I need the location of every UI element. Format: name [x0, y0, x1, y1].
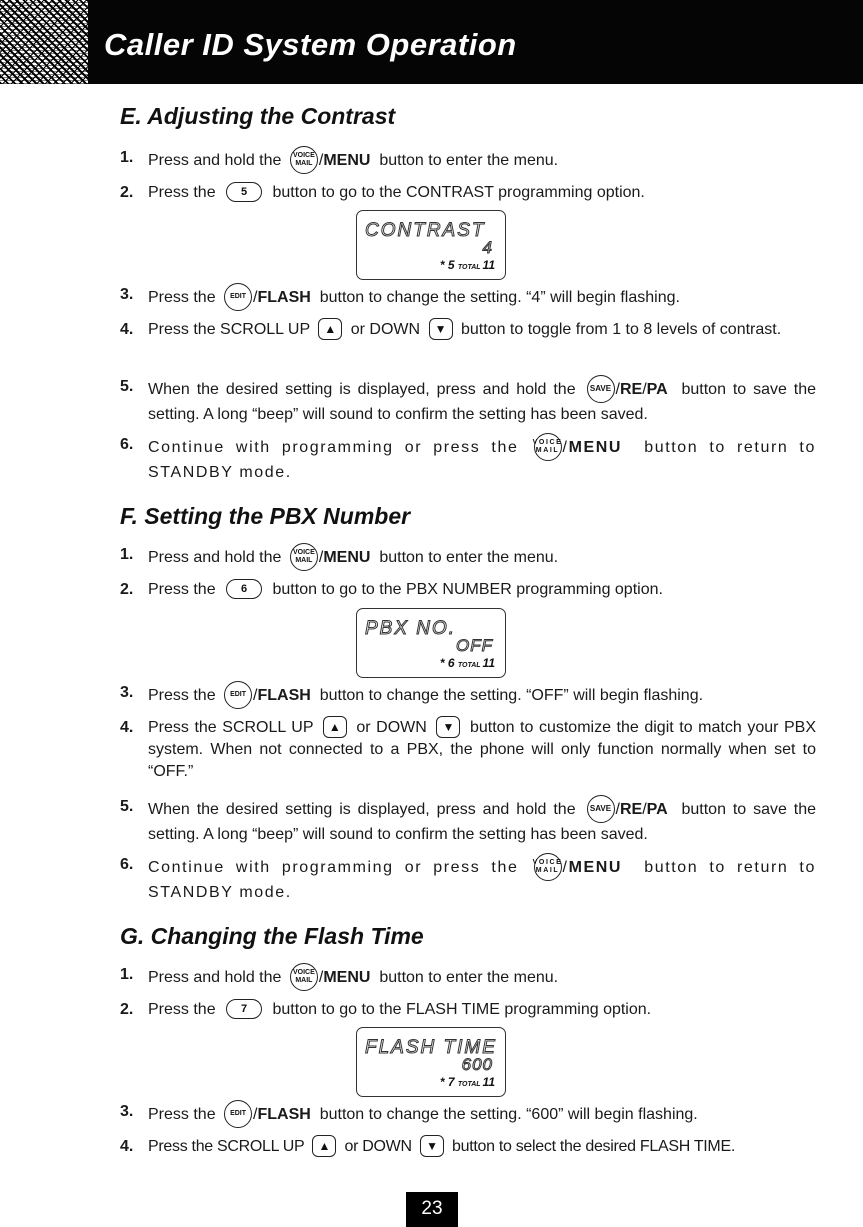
page-header	[0, 0, 863, 84]
step-g1: 1. Press and hold the VOICE MAIL /MENU button to enter the menu.	[120, 964, 816, 992]
voice-mail-button[interactable]: VOICE MAIL	[534, 853, 562, 881]
step-f1: 1. Press and hold the VOICE MAIL /MENU button to enter the menu.	[120, 544, 816, 572]
menu-label: MENU	[323, 152, 371, 170]
edit-button[interactable]: EDIT	[224, 681, 252, 709]
step-e2: 2. Press the 5 button to go to the CONTRAST programming option.	[120, 182, 816, 204]
step-e6: 6. Continue with programming or press the VOICE MAIL /MENU button to return to STANDBY mode.	[120, 434, 816, 484]
scroll-up-button[interactable]: ▲	[312, 1135, 336, 1157]
step-f2: 2. Press the 6 button to go to the PBX NUMBER programming option.	[120, 579, 816, 601]
step-f4: 4. Press the SCROLL UP ▲ or DOWN ▼ button to customize the digit to match your PBX system. When not connected to a PBX, the phone will only function normally when set to “OFF.”	[120, 717, 816, 783]
key-5-button[interactable]: 5	[226, 182, 262, 202]
voice-mail-button[interactable]: VOICE MAIL	[290, 543, 318, 571]
edit-button[interactable]: EDIT	[224, 283, 252, 311]
step-e1: 1. Press and hold the VOICE MAIL /MENU button to enter the menu.	[120, 147, 816, 175]
step-f6: 6. Continue with programming or press the VOICE MAIL /MENU button to return to STANDBY mode.	[120, 854, 816, 904]
step-e5: 5. When the desired setting is displayed, press and hold the SAVE /RE/PA button to save the setting. A long “beep” will sound to confirm the setting has been saved.	[120, 376, 816, 426]
lcd-display-contrast: CONTRAST 4 * 5 TOTAL 11	[356, 210, 506, 280]
step-f5: 5. When the desired setting is displayed, press and hold the SAVE /RE/PA button to save the setting. A long “beep” will sound to confirm the setting has been saved.	[120, 796, 816, 846]
lcd-display-flash: FLASH TIME 600 * 7 TOTAL 11	[356, 1027, 506, 1097]
scroll-up-button[interactable]: ▲	[318, 318, 342, 340]
step-number: 1.	[120, 149, 134, 166]
step-e3: 3. Press the EDIT /FLASH button to change the setting. “4” will begin flashing.	[120, 284, 816, 312]
page-number: 23	[406, 1192, 458, 1227]
scroll-down-button[interactable]: ▼	[420, 1135, 444, 1157]
save-button[interactable]: SAVE	[587, 795, 615, 823]
scroll-down-button[interactable]: ▼	[436, 716, 460, 738]
scroll-down-button[interactable]: ▼	[429, 318, 453, 340]
save-button[interactable]: SAVE	[587, 375, 615, 403]
step-f3: 3. Press the EDIT /FLASH button to change the setting. “OFF” will begin flashing.	[120, 682, 816, 710]
step-g3: 3. Press the EDIT /FLASH button to change the setting. “600” will begin flashing.	[120, 1101, 816, 1129]
step-g2: 2. Press the 7 button to go to the FLASH TIME programming option.	[120, 999, 816, 1021]
step-g4: 4. Press the SCROLL UP ▲ or DOWN ▼ button to select the desired FLASH TIME.	[120, 1136, 816, 1158]
edit-button[interactable]: EDIT	[224, 1100, 252, 1128]
section-e-title: E. Adjusting the Contrast	[120, 103, 396, 129]
voice-mail-button[interactable]: VOICE MAIL	[534, 433, 562, 461]
header-pattern	[0, 0, 88, 84]
page-title: Caller ID System Operation	[104, 27, 517, 62]
step-e4: 4. Press the SCROLL UP ▲ or DOWN ▼ button to toggle from 1 to 8 levels of contrast.	[120, 319, 816, 341]
section-f-title: F. Setting the PBX Number	[120, 503, 411, 529]
key-7-button[interactable]: 7	[226, 999, 262, 1019]
scroll-up-button[interactable]: ▲	[323, 716, 347, 738]
section-g-title: G. Changing the Flash Time	[120, 923, 424, 949]
voice-mail-button[interactable]: VOICE MAIL	[290, 146, 318, 174]
key-6-button[interactable]: 6	[226, 579, 262, 599]
lcd-display-pbx: PBX NO. OFF * 6 TOTAL 11	[356, 608, 506, 678]
voice-mail-button[interactable]: VOICE MAIL	[290, 963, 318, 991]
